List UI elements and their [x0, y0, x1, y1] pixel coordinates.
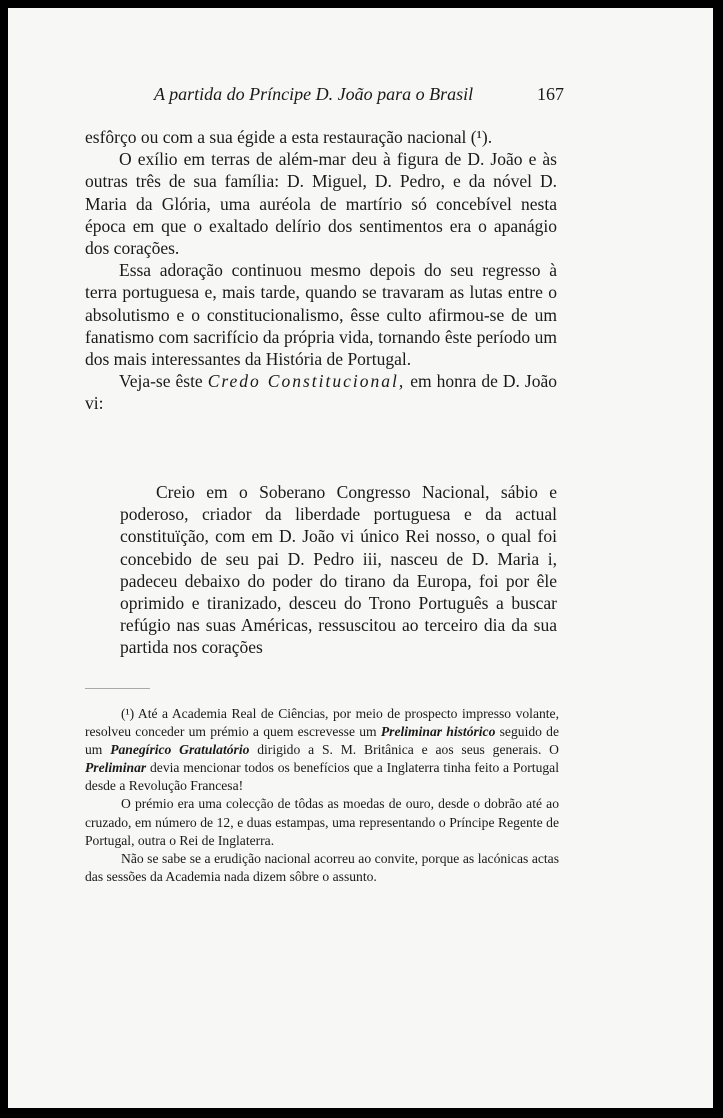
footnote-1-text-d: devia mencionar todos os benefícios que a Inglaterra tinha feito a Portugal desde a Revolução Francesa! — [85, 760, 559, 794]
footnotes — [85, 705, 559, 886]
footnote-1-text-b: seguido de um — [85, 724, 560, 758]
footnote-3: Não se sabe se a erudição nacional acorreu ao convite, porque as lacónicas actas das sessões da Academia nada dizem sôbre o assunto. — [85, 850, 559, 884]
credo-title: Credo Constitucional, — [207, 371, 406, 392]
footnote-1-italic-1: Preliminar histórico — [380, 724, 496, 740]
paragraph-1: esfôrço ou com a sua égide a esta restauração nacional (¹). — [85, 127, 493, 147]
footnote-1-italic-2: Panegírico Gratulatório — [110, 742, 250, 758]
footnote-2: O prémio era uma colecção de tôdas as moedas de ouro, desde o dobrão até ao cruzado, em número de 12, e duas estampas, uma representando o Príncipe Regente de Portugal, outra o Rei de Inglaterra. — [85, 796, 559, 848]
paragraph-4 — [85, 370, 557, 414]
paragraph-3: Essa adoração continuou mesmo depois do seu regresso à terra portuguesa e, mais tarde, quando se travaram as lutas entre o absolutismo e o constitucionalismo, êsse culto afirmou-se de um fanatismo com sacrifício da própria vida, tornando êste período um dos mais interessantes da História de Portugal. — [85, 260, 557, 370]
block-quote — [120, 481, 557, 659]
footnote-1-text-c: dirigido a S. M. Britânica e aos seus generais. O — [249, 742, 559, 758]
quote-text: Creio em o Soberano Congresso Nacional, sábio e poderoso, criador da liberdade portuguesa e da actual constituïção, com em D. João vi único Rei nosso, o qual foi concebido de seu pai D. Pedro iii, nasceu de D. Maria i, padeceu debaixo do poder do tirano da Europa, foi por êle oprimido e tiranizado, desceu do Trono Português a buscar refúgio nas suas Américas, ressuscitou ao terceiro dia da sua partida nos corações — [120, 482, 557, 658]
paragraph-4-tail: em honra de D. João vi: — [85, 371, 557, 414]
main-text — [85, 126, 557, 415]
paragraph-2: O exílio em terras de além-mar deu à figura de D. João e às outras três de sua família: D. Miguel, D. Pedro, e da nóvel D. Maria da Glória, uma auréola de martírio só concebível nesta época em que o exaltado delírio dos sentimentos era o apanágio dos corações. — [85, 149, 557, 259]
paragraph-4-lead: Veja-se êste — [119, 371, 208, 392]
footnote-1 — [85, 705, 559, 795]
running-title: A partida do Príncipe D. João para o Brasil — [154, 84, 474, 104]
footnote-divider — [85, 688, 150, 689]
footnote-1-italic-3: Preliminar — [85, 760, 147, 776]
running-header — [154, 84, 564, 108]
footnote-marker: (¹) — [121, 706, 135, 721]
footnote-1-text-a: Até a Academia Real de Ciências, por meio de prospecto impresso volante, resolveu conceder um prémio a quem escrevesse um — [85, 706, 559, 740]
page-number: 167 — [537, 84, 564, 104]
